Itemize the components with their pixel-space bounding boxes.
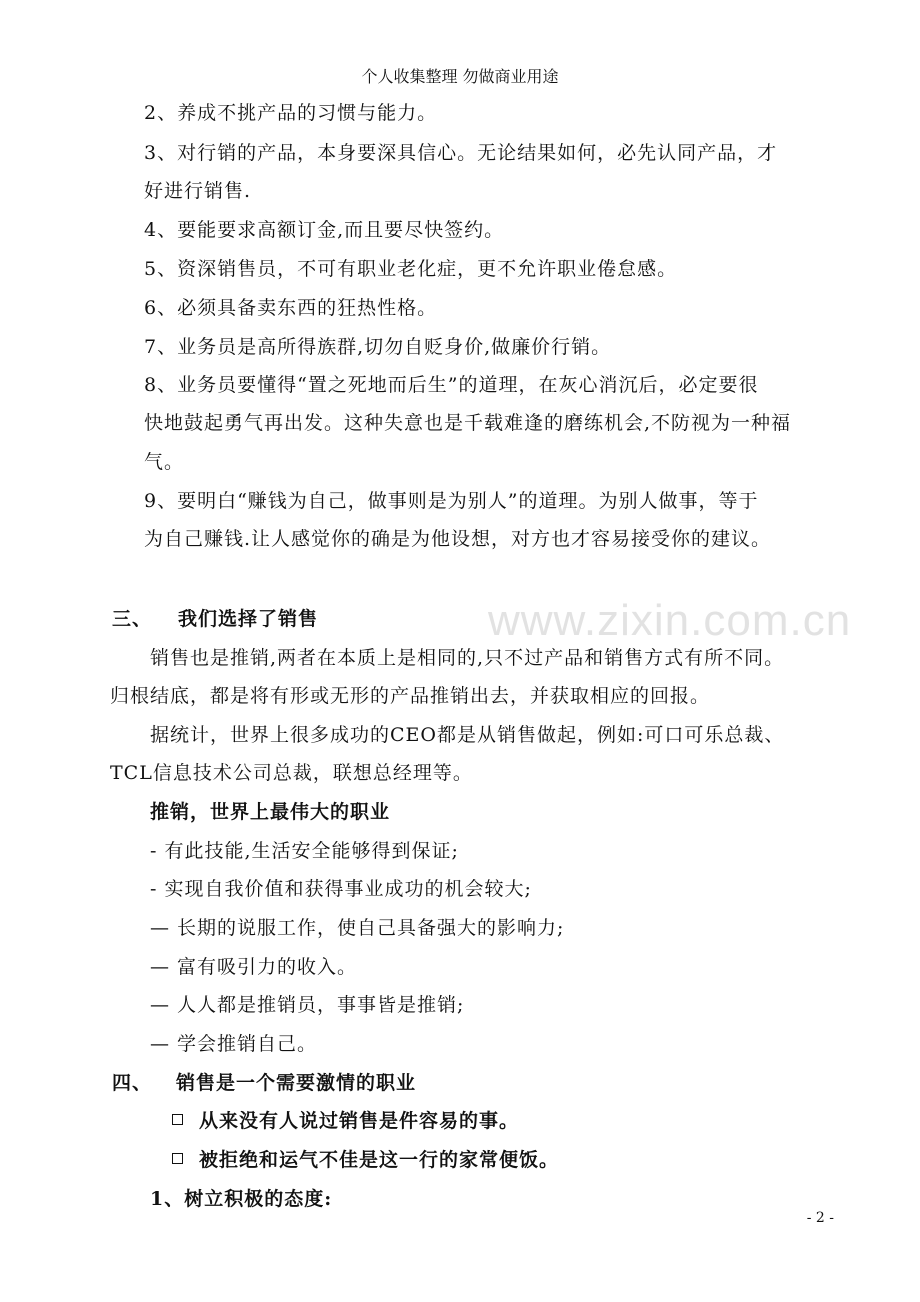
bullet-item: — 人人都是推销员，事事皆是推销; <box>150 994 465 1016</box>
section-3-para2-line2: TCL信息技术公司总裁，联想总经理等。 <box>110 762 473 784</box>
section-3-number: 三、 <box>112 608 153 630</box>
list-item-8-line1: 8、业务员要懂得“置之死地而后生”的道理，在灰心消沉后，必定要很 <box>144 374 759 396</box>
section-3-title: 我们选择了销售 <box>178 608 319 630</box>
section-4-title: 销售是一个需要激情的职业 <box>176 1072 417 1094</box>
page-number: - 2 - <box>806 1210 834 1226</box>
list-item-8-line2: 快地鼓起勇气再出发。这种失意也是千载难逢的磨练机会,不防视为一种福 <box>144 412 792 434</box>
list-item-9-line1: 9、要明白“赚钱为自己，做事则是为别人”的道理。为别人做事，等于 <box>144 490 759 512</box>
list-item-3-line1: 3、对行销的产品，本身要深具信心。无论结果如何，必先认同产品，才 <box>144 142 778 164</box>
check-item-text: 被拒绝和运气不佳是这一行的家常便饭。 <box>199 1149 560 1171</box>
checkbox-square-icon <box>172 1153 183 1164</box>
check-item <box>172 1145 559 1172</box>
list-item-6: 6、必须具备卖东西的狂热性格。 <box>144 297 438 319</box>
checkbox-square-icon <box>172 1114 183 1125</box>
watermark: www.zixin.com.cn <box>488 596 852 645</box>
bullet-item: - 实现自我价值和获得事业成功的机会较大; <box>150 878 532 900</box>
list-item-9-line2: 为自己赚钱.让人感觉你的确是为他设想，对方也才容易接受你的建议。 <box>144 528 772 550</box>
section-3-subtitle: 推销，世界上最伟大的职业 <box>150 801 391 823</box>
list-item-7: 7、业务员是高所得族群,切勿自贬身价,做廉价行销。 <box>144 336 612 358</box>
check-item-text: 从来没有人说过销售是件容易的事。 <box>199 1110 520 1132</box>
section-4-sub-1: 1、树立积极的态度: <box>150 1188 333 1210</box>
bullet-item: — 富有吸引力的收入。 <box>150 956 358 978</box>
list-item-5: 5、资深销售员，不可有职业老化症，更不允许职业倦怠感。 <box>144 258 678 280</box>
bullet-item: - 有此技能,生活安全能够得到保证; <box>150 840 459 862</box>
list-item-2: 2、养成不挑产品的习惯与能力。 <box>144 102 438 124</box>
bullet-item: — 长期的说服工作，使自己具备强大的影响力; <box>150 917 565 939</box>
list-item-4: 4、要能要求高额订金,而且要尽快签约。 <box>144 219 505 241</box>
page-header: 个人收集整理 勿做商业用途 <box>361 67 559 86</box>
section-3-para1-line2: 归根结底，都是将有形或无形的产品推销出去，并获取相应的回报。 <box>110 685 711 707</box>
section-3-para1-line1: 销售也是推销,两者在本质上是相同的,只不过产品和销售方式有所不同。 <box>150 647 785 669</box>
list-item-8-line3: 气。 <box>144 451 185 473</box>
check-item <box>172 1106 519 1133</box>
bullet-item: — 学会推销自己。 <box>150 1033 318 1055</box>
list-item-3-line2: 好进行销售. <box>144 180 252 202</box>
section-4-number: 四、 <box>112 1072 153 1094</box>
section-3-para2-line1: 据统计，世界上很多成功的CEO都是从销售做起，例如:可口可乐总裁、 <box>150 724 785 746</box>
